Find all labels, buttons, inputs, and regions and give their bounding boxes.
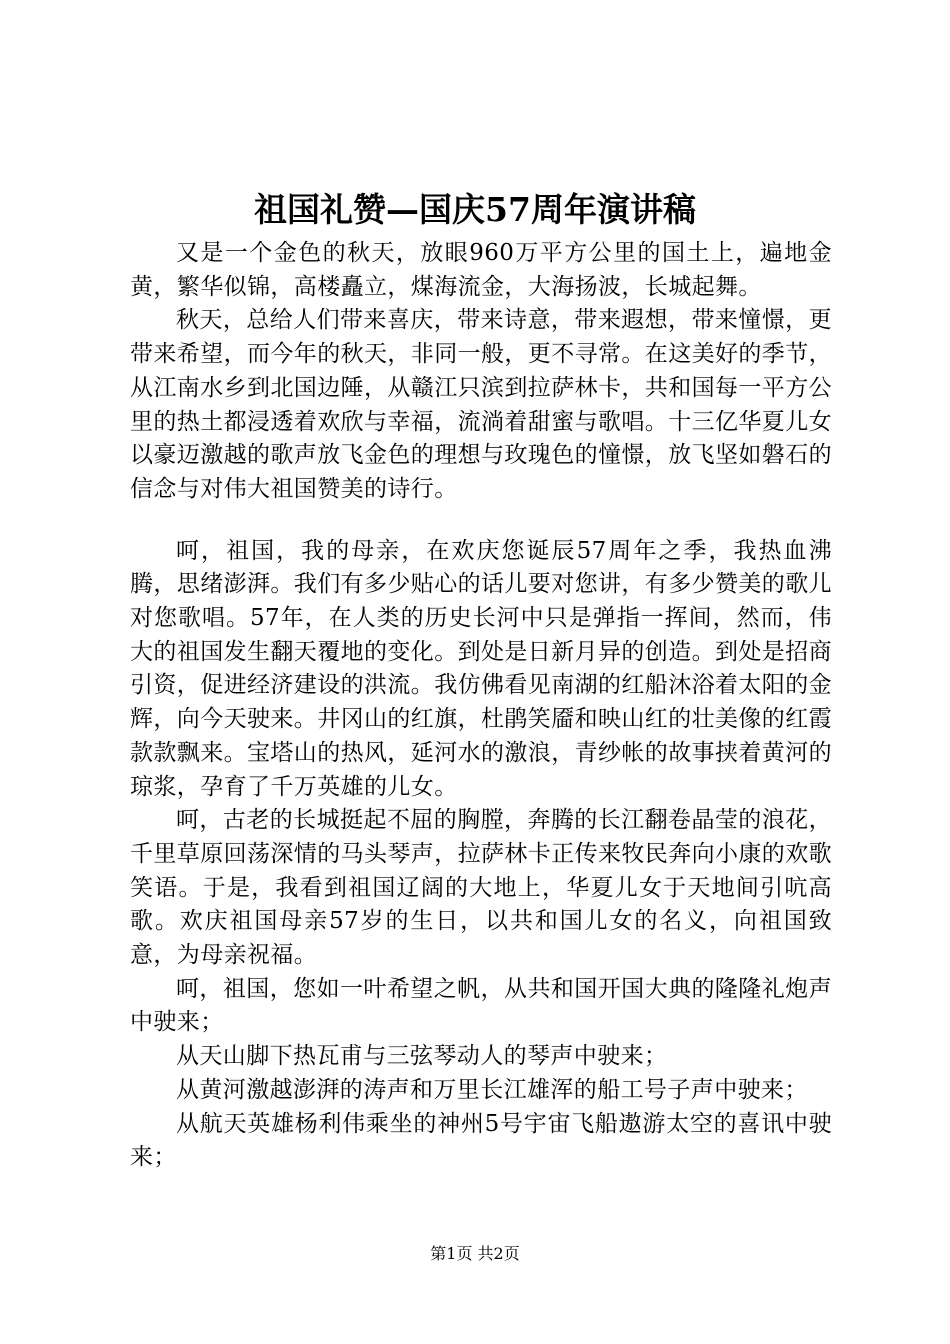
paragraph: 呵，古老的长城挺起不屈的胸膛，奔腾的长江翻卷晶莹的浪花，千里草原回荡深情的马头琴声，拉萨林卡正传来牧民奔向小康的欢歌笑语。于是，我看到祖国辽阔的大地上，华夏儿女于天地间引吭高歌。欢庆祖国母亲57岁的生日，以共和国儿女的名义，向祖国致意，为母亲祝福。: [130, 807, 832, 969]
page-footer: 第1页 共2页: [430, 1244, 520, 1263]
paragraph: 呵，祖国，您如一叶希望之帆，从共和国开国大典的隆隆礼炮声中驶来；: [130, 975, 832, 1036]
paragraph: 从天山脚下热瓦甫与三弦琴动人的琴声中驶来；: [176, 1043, 668, 1070]
paragraph: 又是一个金色的秋天，放眼960万平方公里的国土上，遍地金黄，繁华似锦，高楼矗立，煤海流金，大海扬波，长城起舞。: [130, 240, 832, 300]
paragraph-gap: [130, 507, 832, 535]
paragraph: 呵，祖国，我的母亲，在欢庆您诞辰57周年之季，我热血沸腾，思绪澎湃。我们有多少贴心的话儿要对您讲，有多少赞美的歌儿对您歌唱。57年，在人类的历史长河中只是弹指一挥间，然而，伟大的祖国发生翻天覆地的变化。到处是日新月异的创造。到处是招商引资，促进经济建设的洪流。我仿佛看见南湖的红船沐浴着太阳的金辉，向今天驶来。井冈山的红旗，杜鹃笑靥和映山红的壮美像的红霞款款飘来。宝塔山的热风，延河水的激浪，青纱帐的故事挟着黄河的琼浆，孕育了千万英雄的儿女。: [130, 537, 832, 800]
paragraph: 秋天，总给人们带来喜庆，带来诗意，带来遐想，带来憧憬，更带来希望，而今年的秋天，非同一般，更不寻常。在这美好的季节，从江南水乡到北国边陲，从赣江只滨到拉萨林卡，共和国每一平方公里的热土都浸透着欢欣与幸福，流淌着甜蜜与歌唱。十三亿华夏儿女以豪迈激越的歌声放飞金色的理想与玫瑰色的憧憬，放飞坚如磐石的信念与对伟大祖国赞美的诗行。: [130, 307, 832, 502]
paragraph: 从航天英雄杨利伟乘坐的神州5号宇宙飞船遨游太空的喜讯中驶来；: [130, 1110, 832, 1171]
document-body: [130, 237, 832, 1175]
document-title: 祖国礼赞—国庆57周年演讲稿: [254, 190, 696, 229]
paragraph: 从黄河激越澎湃的涛声和万里长江雄浑的船工号子声中驶来；: [176, 1076, 808, 1103]
